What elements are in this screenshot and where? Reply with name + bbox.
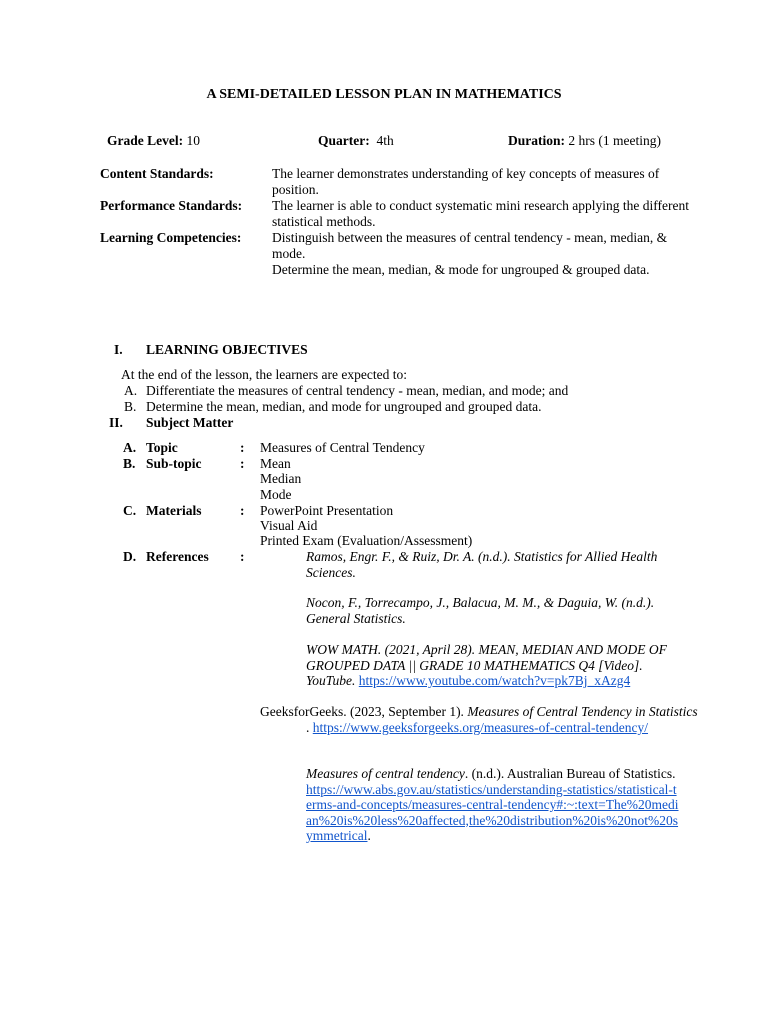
document-title: A SEMI-DETAILED LESSON PLAN IN MATHEMATICS (206, 87, 562, 102)
reference-geeks-sep: . (306, 720, 313, 735)
reference-geeks-line1 (260, 704, 698, 720)
subtopic-colon: : (240, 456, 245, 471)
subtopic-label: Sub-topic (146, 456, 202, 471)
grade-label: Grade Level: (107, 133, 184, 148)
materials-letter: C. (123, 503, 137, 518)
objective-b: Determine the mean, median, and mode for ungrouped and grouped data. (146, 399, 542, 414)
learning-competencies-value-1: Distinguish between the measures of central tendency - mean, median, & mode. (272, 230, 668, 261)
reference-geeks-line2 (306, 720, 676, 736)
abs-link[interactable]: https://www.abs.gov.au/statistics/understanding-statistics/statistical-terms-and-concepts/measures-central-tendency#:~:text=The%20median%20is%20less%20affected,the%20distribution%20is%20not%20symmetrical (306, 781, 679, 843)
material-item: Visual Aid (260, 518, 318, 533)
references-colon: : (240, 549, 245, 564)
learning-competencies-label: Learning Competencies: (100, 230, 242, 245)
subtopic-mean: Mean (260, 456, 291, 471)
duration (508, 133, 661, 149)
topic-letter: A. (123, 440, 137, 455)
reference-wow-math (306, 642, 691, 689)
section-numeral-2: II. (109, 415, 123, 430)
materials-label: Materials (146, 503, 202, 518)
quarter-value: 4th (376, 133, 394, 148)
content-standards-value: The learner demonstrates understanding of key concepts of measures of position. (272, 166, 660, 197)
objective-a: Differentiate the measures of central tendency - mean, median, and mode; and (146, 383, 569, 398)
objective-letter-b: B. (124, 399, 137, 414)
quarter-label: Quarter: (318, 133, 370, 148)
subtopic-letter: B. (123, 456, 136, 471)
reference-abs-publisher: . (n.d.). Australian Bureau of Statistics. (464, 766, 676, 781)
references-letter: D. (123, 549, 137, 564)
reference-nocon: Nocon, F., Torrecampo, J., Balacua, M. M., & Daguia, W. (n.d.). General Statistics. (306, 595, 655, 626)
grade-value: 10 (186, 133, 200, 148)
material-item: PowerPoint Presentation (260, 503, 394, 518)
performance-standards-value: The learner is able to conduct systematic mini research applying the different statistical methods. (272, 198, 689, 229)
subtopic-mode: Mode (260, 487, 292, 502)
duration-value: 2 hrs (1 meeting) (568, 133, 661, 148)
reference-abs-end: . (367, 828, 371, 843)
objective-letter-a: A. (124, 383, 138, 398)
topic-label: Topic (146, 440, 178, 455)
duration-label: Duration: (508, 133, 565, 148)
content-standards-label: Content Standards: (100, 166, 214, 181)
reference-geeks-author: GeeksforGeeks. (2023, September 1). (260, 704, 468, 719)
reference-wow-math-text: WOW MATH. (2021, April 28). MEAN, MEDIAN AND MODE OF GROUPED DATA || GRADE 10 MATHEMATICS Q4 [Video]. YouTube. (306, 642, 667, 688)
topic-value: Measures of Central Tendency (260, 440, 425, 455)
reference-abs-title: Measures of central tendency (306, 766, 465, 781)
reference-ramos: Ramos, Engr. F., & Ruiz, Dr. A. (n.d.). Statistics for Allied Health Sciences. (306, 549, 658, 580)
learning-competencies-value-2: Determine the mean, median, & mode for ungrouped & grouped data. (272, 262, 650, 277)
subject-matter-heading: Subject Matter (146, 415, 234, 430)
quarter (318, 133, 394, 149)
material-item: Printed Exam (Evaluation/Assessment) (260, 533, 473, 548)
performance-standards-label: Performance Standards: (100, 198, 243, 213)
grade-level (107, 133, 200, 149)
section-numeral-1: I. (114, 342, 123, 357)
subtopic-median: Median (260, 471, 302, 486)
materials-colon: : (240, 503, 245, 518)
topic-colon: : (240, 440, 245, 455)
geeksforgeeks-link[interactable]: https://www.geeksforgeeks.org/measures-of-central-tendency/ (312, 720, 649, 735)
reference-abs (306, 766, 681, 844)
reference-geeks-title: Measures of Central Tendency in Statistics (467, 704, 698, 719)
youtube-link[interactable]: https://www.youtube.com/watch?v=pk7Bj_xAzg4 (358, 673, 631, 688)
objectives-intro: At the end of the lesson, the learners are expected to: (121, 367, 408, 382)
references-label: References (146, 549, 209, 564)
objectives-heading: LEARNING OBJECTIVES (146, 342, 308, 357)
